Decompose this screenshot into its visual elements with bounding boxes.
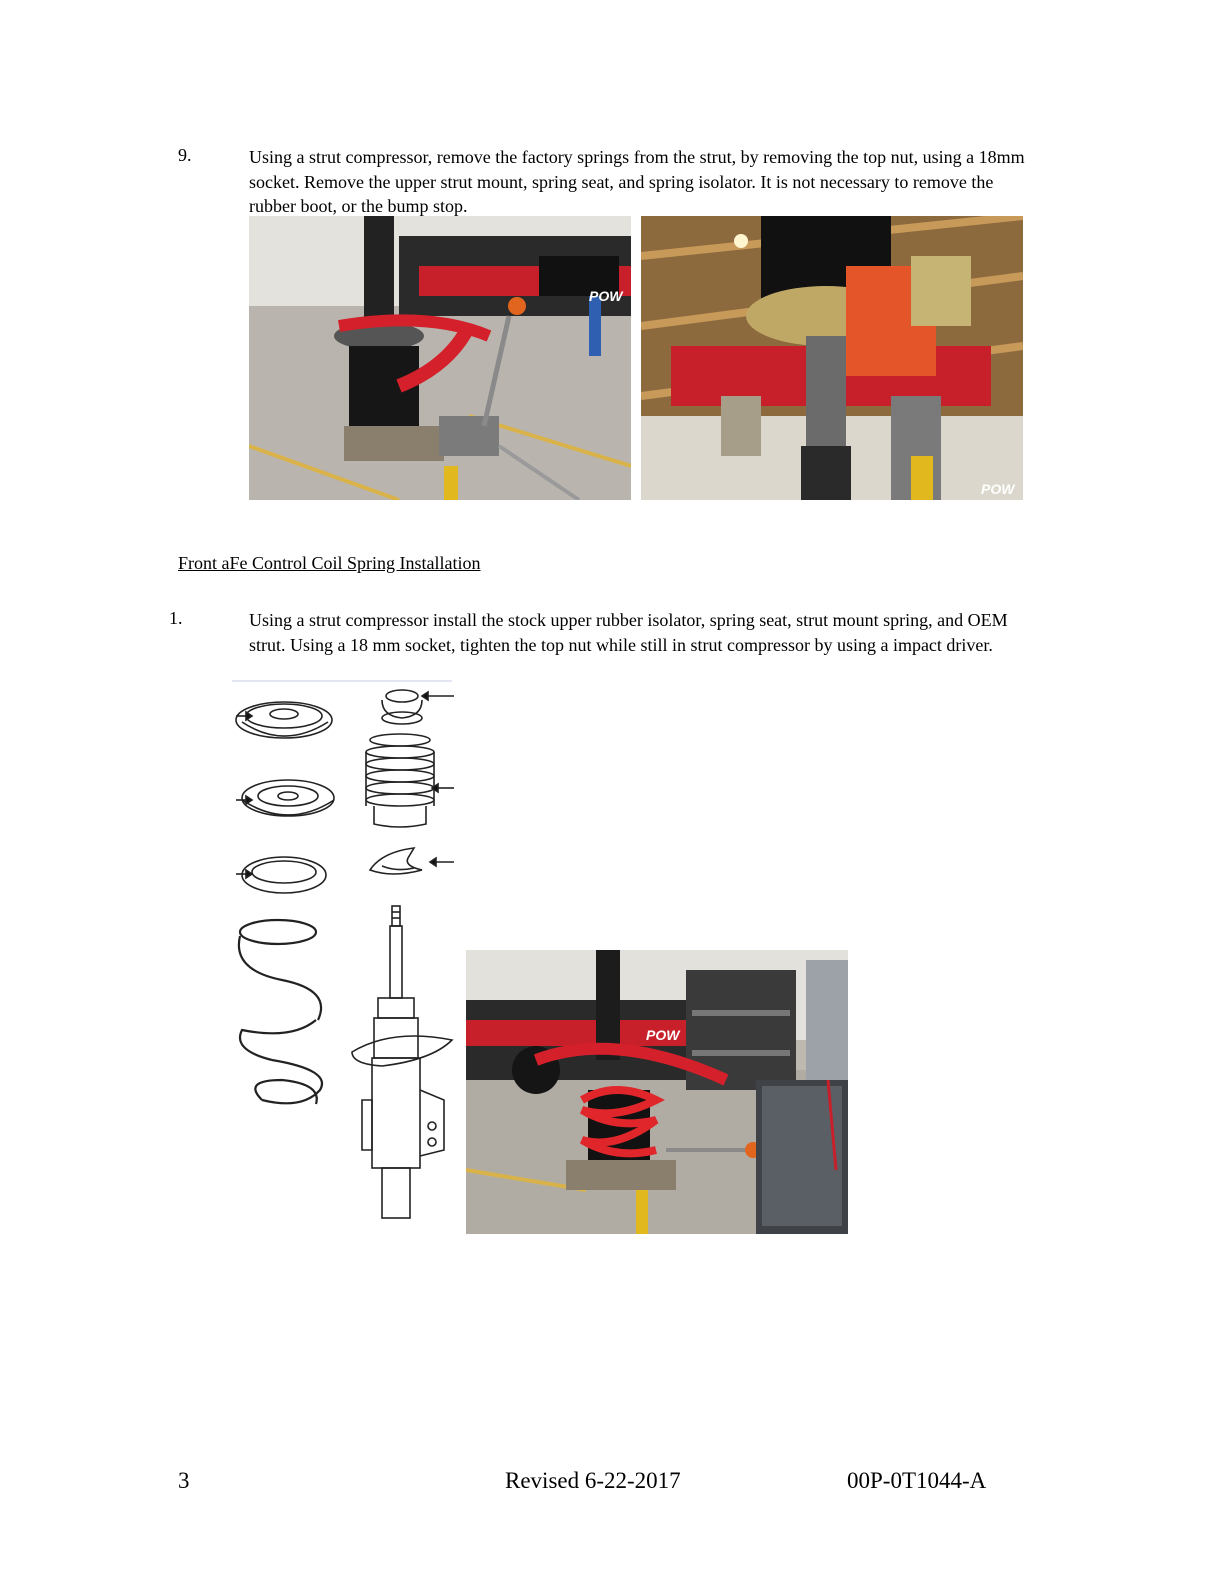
oem-strut-part (352, 906, 452, 1218)
step-9-number: 9. (178, 145, 192, 165)
strut-exploded-diagram (232, 680, 454, 1220)
strut-compressor-photo-left (249, 216, 631, 500)
page-number: 3 (178, 1468, 190, 1493)
bump-stop-part (382, 690, 454, 724)
section-heading: Front aFe Control Coil Spring Installation (178, 553, 481, 573)
spring-seat-part (236, 780, 334, 816)
revision-date: Revised 6-22-2017 (505, 1468, 681, 1493)
step-9-text: Using a strut compressor, remove the factory springs from the strut, by removing the top nut, using a 18mm socket. Remove the upper strut mount, spring seat, and spring isolator. It is not necessary to remove the rubber boot, or the bump stop. (249, 147, 1025, 216)
assembled-spring-photo (466, 950, 848, 1234)
rubber-boot-part (366, 734, 454, 827)
coil-spring-part (239, 920, 322, 1104)
step-1-text: Using a strut compressor install the stock upper rubber isolator, spring seat, strut mount spring, and OEM strut. Using a 18 mm socket, tighten the top nut while still in strut compressor by using a impact driver. (249, 610, 1008, 655)
truck-logo-text: POW (589, 288, 623, 304)
upper-isolator-part (370, 848, 454, 874)
strut-compressor-photo-right (641, 216, 1023, 500)
truck-logo-text: POW (646, 1027, 680, 1043)
spring-isolator-part (236, 857, 326, 893)
part-number: 00P-0T1044-A (847, 1468, 987, 1493)
truck-logo-text: POW (981, 481, 1015, 497)
strut-mount-part (236, 702, 332, 738)
step-1-number: 1. (169, 608, 183, 628)
